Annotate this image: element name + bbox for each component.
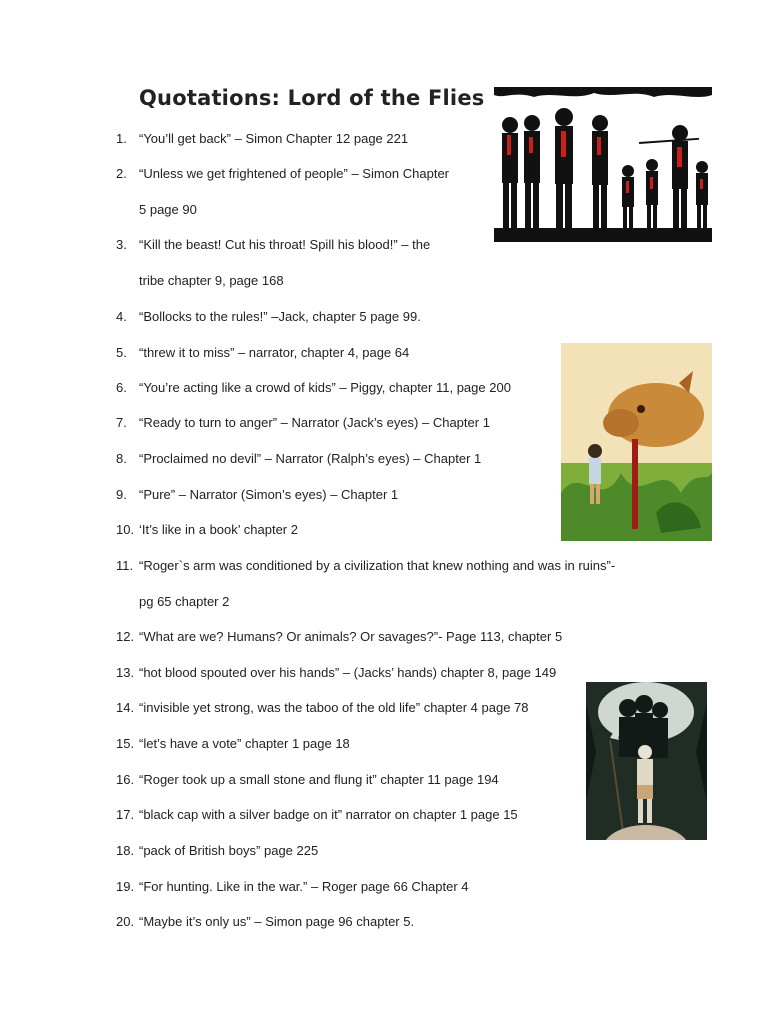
list-number: 19. xyxy=(116,879,135,894)
quote-text: “Roger`s arm was conditioned by a civilization that knew nothing and was in ruins”- xyxy=(139,558,616,573)
quote-text: “hot blood spouted over his hands” – (Jacks’ hands) chapter 8, page 149 xyxy=(139,665,557,680)
quote-text: “Pure” – Narrator (Simon’s eyes) – Chapter 1 xyxy=(139,487,399,502)
list-number: 12. xyxy=(116,629,135,644)
list-number: 17. xyxy=(116,807,135,822)
list-number: 8. xyxy=(116,451,127,466)
list-number: 3. xyxy=(116,237,127,252)
boy-with-spear-illustration xyxy=(586,682,707,840)
list-number: 14. xyxy=(116,700,135,715)
list-number: 9. xyxy=(116,487,127,502)
quote-text: “pack of British boys” page 225 xyxy=(139,843,319,858)
list-number: 6. xyxy=(116,380,127,395)
quote-text: “Proclaimed no devil” – Narrator (Ralph’s eyes) – Chapter 1 xyxy=(139,451,482,466)
list-number: 10. xyxy=(116,522,135,537)
list-number: 15. xyxy=(116,736,135,751)
quote-text: “threw it to miss” – narrator, chapter 4, page 64 xyxy=(139,345,410,360)
quote-text: 5 page 90 xyxy=(139,202,197,217)
quote-text: ‘It’s like in a book’ chapter 2 xyxy=(139,522,298,537)
quote-text: “Roger took up a small stone and flung it” chapter 11 page 194 xyxy=(139,772,499,787)
pig-head-illustration xyxy=(561,343,712,541)
list-number: 4. xyxy=(116,309,127,324)
list-number: 11. xyxy=(116,558,134,573)
quote-text: pg 65 chapter 2 xyxy=(139,594,230,609)
quote-text: “What are we? Humans? Or animals? Or savages?”- Page 113, chapter 5 xyxy=(139,629,563,644)
page-title: Quotations: Lord of the Flies xyxy=(139,86,485,110)
list-number: 18. xyxy=(116,843,135,858)
list-number: 7. xyxy=(116,415,127,430)
list-number: 5. xyxy=(116,345,127,360)
quote-text: “Bollocks to the rules!” –Jack, chapter 5 page 99. xyxy=(139,309,421,324)
quote-text: “You’ll get back” – Simon Chapter 12 page 221 xyxy=(139,131,409,146)
quote-text: “You’re acting like a crowd of kids” – Piggy, chapter 11, page 200 xyxy=(139,380,511,395)
quote-text: “let’s have a vote” chapter 1 page 18 xyxy=(139,736,350,751)
quote-text: “Ready to turn to anger” – Narrator (Jack’s eyes) – Chapter 1 xyxy=(139,415,490,430)
quote-text: “invisible yet strong, was the taboo of the old life” chapter 4 page 78 xyxy=(139,700,529,715)
silhouette-illustration xyxy=(494,87,712,242)
list-number: 20. xyxy=(116,914,135,929)
quote-text: tribe chapter 9, page 168 xyxy=(139,273,284,288)
quote-text: “Unless we get frightened of people” – Simon Chapter xyxy=(139,166,450,181)
list-number: 2. xyxy=(116,166,127,181)
quote-text: “black cap with a silver badge on it” narrator on chapter 1 page 15 xyxy=(139,807,518,822)
list-number: 13. xyxy=(116,665,135,680)
quote-text: “Maybe it’s only us” – Simon page 96 chapter 5. xyxy=(139,914,415,929)
quote-text: “For hunting. Like in the war.” – Roger page 66 Chapter 4 xyxy=(139,879,469,894)
list-number: 1. xyxy=(116,131,127,146)
list-number: 16. xyxy=(116,772,135,787)
quote-text: “Kill the beast! Cut his throat! Spill his blood!” – the xyxy=(139,237,431,252)
